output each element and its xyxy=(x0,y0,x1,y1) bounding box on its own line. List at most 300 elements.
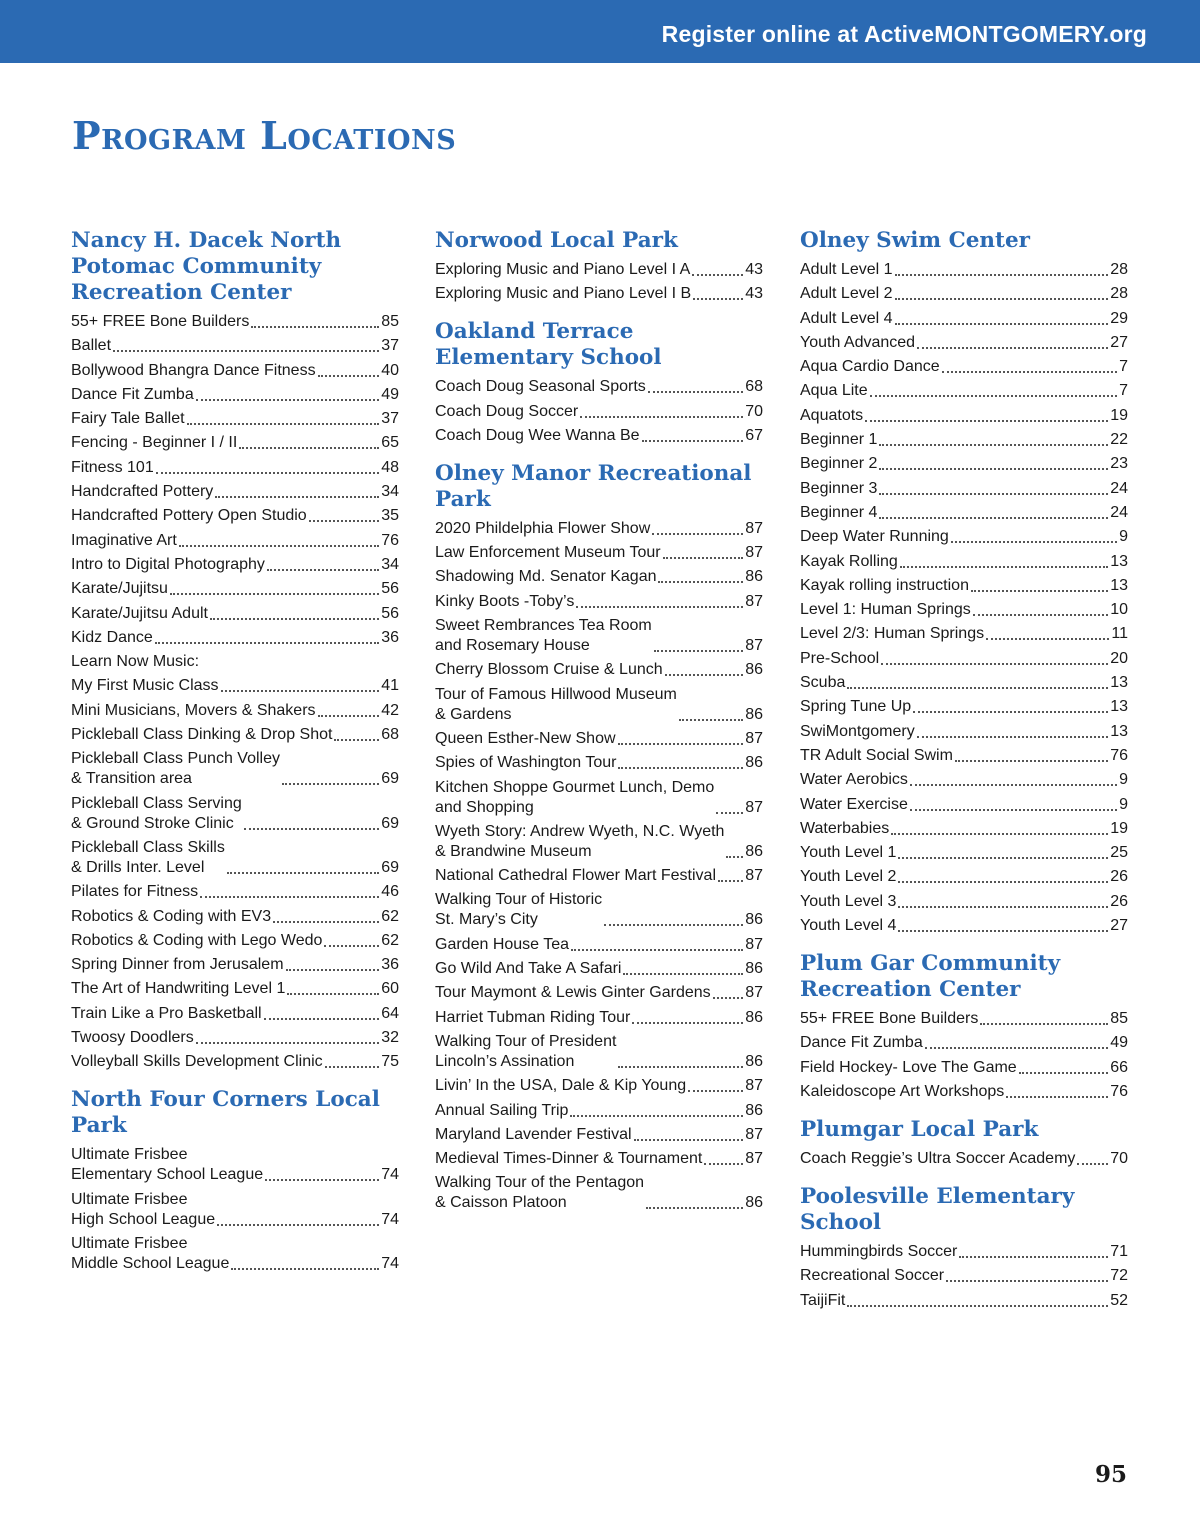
program-entry xyxy=(71,1052,399,1072)
program-entry xyxy=(800,1291,1128,1311)
program-entry xyxy=(800,746,1128,766)
dot-leader xyxy=(973,614,1108,616)
page-reference: 76 xyxy=(1110,746,1128,764)
program-entry xyxy=(800,309,1128,329)
page-reference: 13 xyxy=(1110,674,1128,692)
dot-leader xyxy=(265,1179,379,1181)
program-entry xyxy=(71,531,399,551)
page-reference: 13 xyxy=(1110,576,1128,594)
page-reference: 85 xyxy=(381,313,399,330)
dot-leader xyxy=(917,347,1108,349)
program-name: Exploring Music and Piano Level I A xyxy=(435,261,691,278)
program-entry xyxy=(800,867,1128,887)
page-reference: 13 xyxy=(1110,552,1128,570)
program-name: Spring Dinner from Jerusalem xyxy=(71,956,284,974)
page-reference: 48 xyxy=(381,458,399,476)
dot-leader xyxy=(895,274,1109,276)
page-reference: 68 xyxy=(745,378,763,396)
page-reference: 41 xyxy=(381,677,399,695)
program-entry xyxy=(800,770,1128,790)
program-entry xyxy=(71,931,399,951)
page-reference: 37 xyxy=(381,410,399,428)
program-name: Twoosy Doodlers xyxy=(71,1029,194,1047)
dot-leader xyxy=(244,828,379,830)
program-entry xyxy=(800,1266,1128,1286)
dot-leader xyxy=(895,298,1109,300)
program-name: Pickleball Class Serving & Ground Stroke Clinic xyxy=(71,794,242,832)
page-reference: 35 xyxy=(381,507,399,525)
program-entry xyxy=(435,426,763,446)
page-reference: 86 xyxy=(745,1101,763,1119)
program-name: Aquatots xyxy=(800,406,864,424)
dot-leader xyxy=(713,997,744,999)
page-reference: 86 xyxy=(745,661,763,679)
location-title: Poolesville Elementary School xyxy=(800,1183,1075,1235)
program-entry xyxy=(800,795,1128,815)
program-entry xyxy=(435,685,763,725)
program-entry xyxy=(800,697,1128,717)
page-reference: 56 xyxy=(381,604,399,622)
program-entry xyxy=(800,600,1128,620)
program-name: Field Hockey- Love The Game xyxy=(800,1058,1017,1076)
program-name: 55+ FREE Bone Builders xyxy=(800,1010,979,1028)
dot-leader xyxy=(221,690,380,692)
dot-leader xyxy=(200,896,379,898)
program-entry xyxy=(800,430,1128,450)
program-entry xyxy=(435,753,763,773)
dot-leader xyxy=(286,969,380,971)
program-name: Ultimate Frisbee Middle School League xyxy=(71,1234,230,1272)
dot-leader xyxy=(570,1115,743,1117)
dot-leader xyxy=(623,973,743,975)
program-entry xyxy=(800,843,1128,863)
program-entry xyxy=(71,1028,399,1048)
program-entry xyxy=(71,701,399,721)
page-reference: 72 xyxy=(1110,1267,1128,1285)
program-name: My First Music Class xyxy=(71,677,219,695)
dot-leader xyxy=(227,872,379,874)
dot-leader xyxy=(571,949,743,951)
page-reference: 62 xyxy=(381,931,399,949)
page-reference: 52 xyxy=(1110,1291,1128,1309)
dot-leader xyxy=(196,1042,379,1044)
dot-leader xyxy=(898,906,1108,908)
page-reference: 34 xyxy=(381,483,399,501)
program-name: Maryland Lavender Festival xyxy=(435,1125,632,1143)
dot-leader xyxy=(210,618,379,620)
dot-leader xyxy=(648,391,743,393)
page-reference: 65 xyxy=(381,434,399,452)
program-entry xyxy=(800,503,1128,523)
program-name: Wyeth Story: Andrew Wyeth, N.C. Wyeth & Brandwine Museum xyxy=(435,822,725,860)
page-reference: 69 xyxy=(381,858,399,876)
program-name: Youth Advanced xyxy=(800,333,916,351)
page-reference: 32 xyxy=(381,1029,399,1047)
page-reference: 86 xyxy=(745,1052,763,1070)
dot-leader xyxy=(726,856,743,858)
program-name: Karate/Jujitsu Adult xyxy=(71,604,208,622)
page-reference: 86 xyxy=(745,842,763,860)
program-entry xyxy=(435,284,763,304)
program-entry xyxy=(435,778,763,818)
page-reference: 56 xyxy=(381,580,399,598)
program-entry xyxy=(71,1190,399,1230)
program-name: Beginner 1 xyxy=(800,431,878,449)
program-name: Water Exercise xyxy=(800,795,908,813)
dot-leader xyxy=(334,739,379,741)
location-title: Nancy H. Dacek North Potomac Community Recreation Center xyxy=(71,228,342,305)
page-reference: 70 xyxy=(745,402,763,420)
program-entry xyxy=(435,260,763,280)
program-name: 2020 Phildelphia Flower Show xyxy=(435,519,651,537)
dot-leader xyxy=(898,857,1108,859)
program-entry xyxy=(435,543,763,563)
page-reference: 75 xyxy=(381,1053,399,1071)
page-reference: 9 xyxy=(1119,771,1128,789)
program-name: Aqua Cardio Dance xyxy=(800,358,940,376)
program-name: The Art of Handwriting Level 1 xyxy=(71,980,286,998)
program-entry xyxy=(800,1009,1128,1029)
dot-leader xyxy=(865,420,1108,422)
program-name: Walking Tour of Historic St. Mary’s City xyxy=(435,891,603,929)
dot-leader xyxy=(951,541,1117,543)
dot-leader xyxy=(986,638,1109,640)
page-reference: 34 xyxy=(381,555,399,573)
page-reference: 27 xyxy=(1110,917,1128,935)
dot-leader xyxy=(196,399,379,401)
page-reference: 87 xyxy=(745,519,763,537)
location-title: North Four Corners Local Park xyxy=(71,1087,380,1139)
program-entry xyxy=(800,333,1128,353)
program-name: Train Like a Pro Basketball xyxy=(71,1004,262,1022)
program-entry xyxy=(800,454,1128,474)
dot-leader xyxy=(881,663,1108,665)
program-entry xyxy=(71,676,399,696)
program-name: Pre-School xyxy=(800,649,880,667)
program-entry xyxy=(800,1033,1128,1053)
page-reference: 85 xyxy=(1110,1010,1128,1028)
program-name: Water Aerobics xyxy=(800,771,908,789)
program-name: Shadowing Md. Senator Kagan xyxy=(435,568,657,586)
dot-leader xyxy=(642,440,744,442)
program-name: Kitchen Shoppe Gourmet Lunch, Demo and Shopping xyxy=(435,778,715,816)
column-2 xyxy=(435,228,763,1228)
page-reference: 87 xyxy=(745,984,763,1002)
page-reference: 87 xyxy=(745,798,763,816)
program-entry xyxy=(435,866,763,886)
program-name: Walking Tour of President Lincoln’s Assination xyxy=(435,1032,617,1070)
page-reference: 22 xyxy=(1110,431,1128,449)
dot-leader xyxy=(325,1066,380,1068)
program-name: Adult Level 4 xyxy=(800,309,893,327)
dot-leader xyxy=(652,533,743,535)
program-name: Kayak rolling instruction xyxy=(800,576,969,594)
page-reference: 42 xyxy=(381,701,399,719)
program-name: Kayak Rolling xyxy=(800,552,898,570)
dot-leader xyxy=(217,1224,379,1226)
page-reference: 87 xyxy=(745,637,763,655)
dot-leader xyxy=(913,711,1108,713)
dot-leader xyxy=(879,517,1108,519)
page-reference: 24 xyxy=(1110,503,1128,521)
program-entry xyxy=(71,312,399,332)
program-entry xyxy=(435,660,763,680)
program-entry xyxy=(435,959,763,979)
program-name: Robotics & Coding with EV3 xyxy=(71,907,272,925)
program-entry xyxy=(71,458,399,478)
program-entry xyxy=(71,482,399,502)
program-name: Adult Level 2 xyxy=(800,285,893,303)
dot-leader xyxy=(959,1256,1108,1258)
page-reference: 86 xyxy=(745,1194,763,1212)
dot-leader xyxy=(646,1207,743,1209)
program-entry xyxy=(435,377,763,397)
program-name: Beginner 4 xyxy=(800,503,878,521)
program-name: Robotics & Coding with Lego Wedo xyxy=(71,931,323,949)
dot-leader xyxy=(251,326,379,328)
program-name: Pickleball Class Punch Volley & Transition area xyxy=(71,750,280,788)
dot-leader xyxy=(679,719,743,721)
dot-leader xyxy=(658,581,743,583)
program-entry xyxy=(71,1004,399,1024)
page-reference: 13 xyxy=(1110,698,1128,716)
program-entry xyxy=(71,1234,399,1274)
dot-leader xyxy=(1019,1072,1109,1074)
program-entry xyxy=(800,1242,1128,1262)
page-reference: 76 xyxy=(1110,1082,1128,1100)
program-name: Ultimate Frisbee Elementary School League xyxy=(71,1146,264,1184)
program-entry xyxy=(435,1008,763,1028)
dot-leader xyxy=(273,921,379,923)
dot-leader xyxy=(231,1268,379,1270)
program-entry xyxy=(800,1082,1128,1102)
program-name: Deep Water Running xyxy=(800,528,949,546)
program-name: Fitness 101 xyxy=(71,458,154,476)
program-name: Handcrafted Pottery Open Studio xyxy=(71,507,307,525)
location-section xyxy=(800,951,1128,1102)
dot-leader xyxy=(692,274,743,276)
page-reference: 28 xyxy=(1110,261,1128,278)
program-entry xyxy=(71,628,399,648)
dot-leader xyxy=(910,784,1117,786)
page-reference: 69 xyxy=(381,770,399,788)
program-entry xyxy=(800,1058,1128,1078)
program-name: Medieval Times-Dinner & Tournament xyxy=(435,1150,703,1168)
page-reference: 10 xyxy=(1110,601,1128,619)
dot-leader xyxy=(980,1023,1108,1025)
page-reference: 87 xyxy=(745,729,763,747)
dot-leader xyxy=(870,395,1117,397)
dot-leader xyxy=(704,1163,743,1165)
program-entry xyxy=(800,406,1128,426)
register-link[interactable]: Register online at ActiveMONTGOMERY.org xyxy=(661,21,1147,47)
page-reference: 62 xyxy=(381,907,399,925)
program-name: Pickleball Class Dinking & Drop Shot xyxy=(71,726,333,744)
dot-leader xyxy=(187,423,380,425)
dot-leader xyxy=(895,323,1109,325)
program-entry xyxy=(71,794,399,834)
column-1 xyxy=(71,228,399,1289)
dot-leader xyxy=(309,520,380,522)
program-entry xyxy=(800,576,1128,596)
program-name: Youth Level 4 xyxy=(800,917,897,935)
program-name: Dance Fit Zumba xyxy=(71,385,194,403)
dot-leader xyxy=(942,371,1117,373)
dot-leader xyxy=(215,496,379,498)
page-reference: 87 xyxy=(745,1150,763,1168)
page-reference: 60 xyxy=(381,980,399,998)
program-name: Coach Doug Wee Wanna Be xyxy=(435,426,640,444)
dot-leader xyxy=(665,674,744,676)
page-reference: 49 xyxy=(381,385,399,403)
program-entry xyxy=(435,519,763,539)
program-entry xyxy=(71,907,399,927)
program-name: Fencing - Beginner I / II xyxy=(71,434,238,452)
page-reference: 36 xyxy=(381,628,399,646)
program-entry xyxy=(800,1149,1128,1169)
dot-leader xyxy=(155,642,379,644)
page-reference: 74 xyxy=(381,1166,399,1184)
page-reference: 86 xyxy=(745,705,763,723)
program-name: Scuba xyxy=(800,674,846,692)
location-section xyxy=(435,228,763,304)
location-section xyxy=(71,1087,399,1274)
dot-leader xyxy=(879,493,1108,495)
program-entry xyxy=(435,1076,763,1096)
dot-leader xyxy=(946,1280,1108,1282)
program-entry xyxy=(435,729,763,749)
program-entry xyxy=(71,506,399,526)
page-reference: 26 xyxy=(1110,868,1128,886)
page-reference: 69 xyxy=(381,814,399,832)
program-entry xyxy=(71,579,399,599)
dot-leader xyxy=(910,809,1117,811)
dot-leader xyxy=(654,650,744,652)
program-entry xyxy=(800,479,1128,499)
dot-leader xyxy=(113,350,379,352)
page-reference: 19 xyxy=(1110,406,1128,424)
dot-leader xyxy=(324,945,379,947)
page-reference: 28 xyxy=(1110,285,1128,303)
program-entry xyxy=(71,555,399,575)
program-name: Youth Level 1 xyxy=(800,844,897,862)
dot-leader xyxy=(632,1022,743,1024)
location-title: Norwood Local Park xyxy=(435,228,678,253)
dot-leader xyxy=(898,930,1108,932)
page-reference: 87 xyxy=(745,544,763,562)
page-reference: 46 xyxy=(381,883,399,901)
location-section xyxy=(800,1184,1128,1311)
program-entry xyxy=(71,838,399,878)
dot-leader xyxy=(847,687,1108,689)
program-entry xyxy=(800,284,1128,304)
page-reference: 7 xyxy=(1119,358,1128,376)
program-name: Level 1: Human Springs xyxy=(800,601,971,619)
page-reference: 9 xyxy=(1119,795,1128,813)
program-entry xyxy=(71,604,399,624)
program-name: Livin’ In the USA, Dale & Kip Young xyxy=(435,1077,687,1095)
location-section xyxy=(800,1117,1128,1169)
program-entry xyxy=(435,890,763,930)
page-reference: 87 xyxy=(745,1125,763,1143)
dot-leader xyxy=(576,606,743,608)
dot-leader xyxy=(179,545,379,547)
program-name: Garden House Tea xyxy=(435,935,570,953)
dot-leader xyxy=(318,715,380,717)
dot-leader xyxy=(618,767,743,769)
program-name: TR Adult Social Swim xyxy=(800,746,953,764)
program-name: Cherry Blossom Cruise & Lunch xyxy=(435,661,663,679)
page-reference: 24 xyxy=(1110,479,1128,497)
dot-leader xyxy=(1006,1096,1108,1098)
location-section xyxy=(800,228,1128,936)
program-entry xyxy=(435,1101,763,1121)
page-reference: 37 xyxy=(381,337,399,355)
page-reference: 67 xyxy=(745,426,763,444)
dot-leader xyxy=(1077,1163,1108,1165)
program-name: Spring Tune Up xyxy=(800,698,912,716)
program-entry xyxy=(435,1125,763,1145)
page-reference: 49 xyxy=(1110,1034,1128,1052)
dot-leader xyxy=(282,783,379,785)
program-name: Ultimate Frisbee High School League xyxy=(71,1190,216,1228)
program-name: Handcrafted Pottery xyxy=(71,483,214,501)
program-name: Adult Level 1 xyxy=(800,261,893,278)
program-name: Coach Doug Seasonal Sports xyxy=(435,378,646,396)
page-reference: 7 xyxy=(1119,382,1128,400)
program-name: Bollywood Bhangra Dance Fitness xyxy=(71,361,316,379)
page-reference: 86 xyxy=(745,1008,763,1026)
program-entry xyxy=(800,819,1128,839)
page-reference: 25 xyxy=(1110,844,1128,862)
program-name: Coach Doug Soccer xyxy=(435,402,579,420)
page-reference: 64 xyxy=(381,1004,399,1022)
program-name: Harriet Tubman Riding Tour xyxy=(435,1008,631,1026)
program-entry xyxy=(435,935,763,955)
dot-leader xyxy=(618,1066,743,1068)
program-name: Volleyball Skills Development Clinic xyxy=(71,1053,323,1071)
program-name: Waterbabies xyxy=(800,819,890,837)
program-name: Youth Level 2 xyxy=(800,868,897,886)
program-name: SwiMontgomery xyxy=(800,722,915,740)
program-entry xyxy=(800,649,1128,669)
program-entry xyxy=(800,381,1128,401)
program-entry xyxy=(435,616,763,656)
page-reference: 19 xyxy=(1110,819,1128,837)
page-reference: 68 xyxy=(381,726,399,744)
page-reference: 27 xyxy=(1110,333,1128,351)
dot-leader xyxy=(688,1090,743,1092)
program-entry xyxy=(800,892,1128,912)
program-entry xyxy=(800,673,1128,693)
page-reference: 87 xyxy=(745,592,763,610)
dot-leader xyxy=(580,416,743,418)
program-name: Youth Level 3 xyxy=(800,892,897,910)
program-entry xyxy=(71,725,399,745)
program-name: Mini Musicians, Movers & Shakers xyxy=(71,701,316,719)
dot-leader xyxy=(718,880,743,882)
page-reference: 29 xyxy=(1110,309,1128,327)
page-reference: 74 xyxy=(381,1254,399,1272)
dot-leader xyxy=(156,472,379,474)
location-title: Olney Swim Center xyxy=(800,228,1030,253)
program-entry xyxy=(800,357,1128,377)
dot-leader xyxy=(900,566,1108,568)
program-name: Pilates for Fitness xyxy=(71,883,199,901)
dot-leader xyxy=(891,833,1108,835)
program-name: Level 2/3: Human Springs xyxy=(800,625,985,643)
program-entry xyxy=(435,1173,763,1213)
